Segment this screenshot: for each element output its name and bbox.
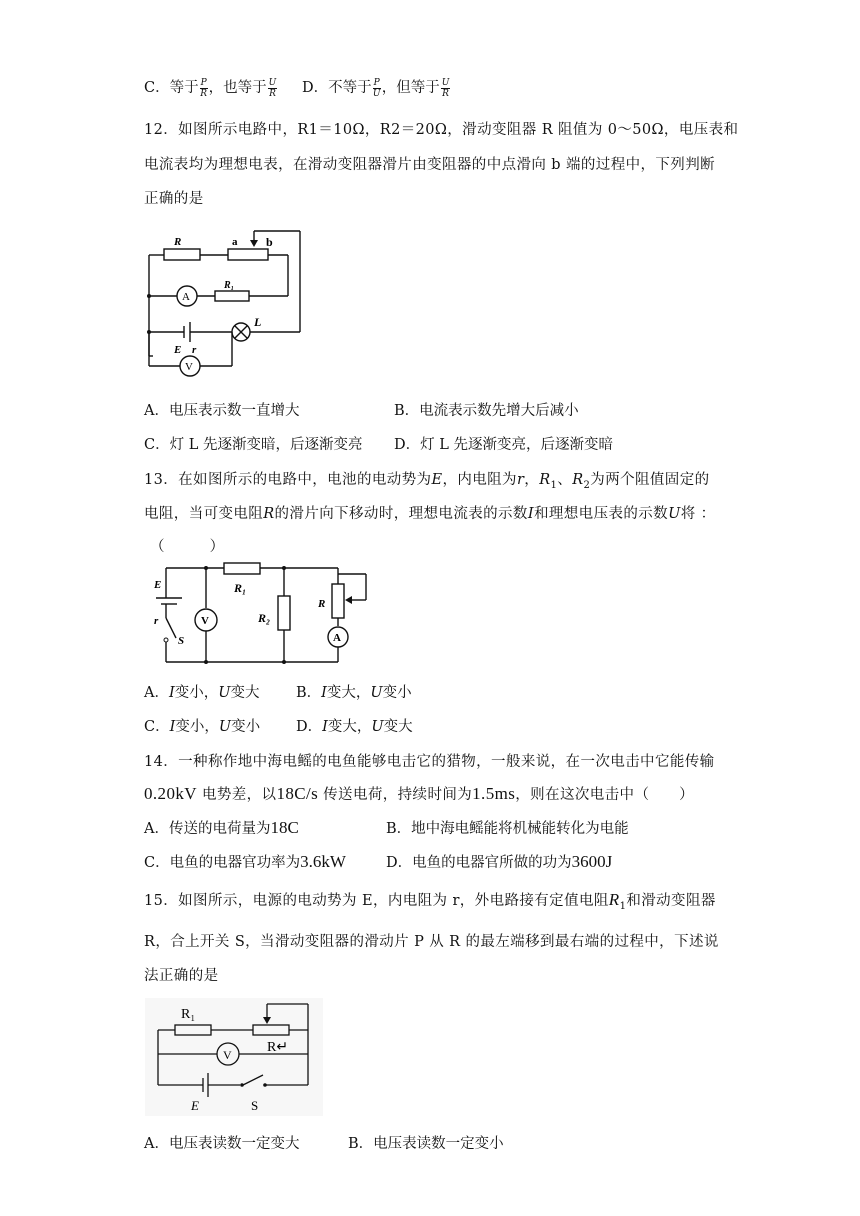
q13-voltmeter-label: V <box>201 615 209 627</box>
q15-label-r1: R₁ <box>181 1007 196 1022</box>
slider-arrow-icon <box>345 596 352 604</box>
q13-label-r: R <box>318 598 326 610</box>
q14-option-a: A．传送的电荷量为18C <box>144 818 299 837</box>
q14-option-b: B．地中海电鳐能将机械能转化为电能 <box>386 821 629 837</box>
q13-answer-bracket: （ ） <box>150 539 225 555</box>
q15-stem-line-2: R，合上开关 S，当滑动变阻器的滑动片 P 从 R 的最左端移到最右端的过程中，下述说 <box>144 934 719 950</box>
q11-option-d: D．不等于 $\frac{P}{U}$ ，但等于 $\frac{U}{R}$ <box>302 77 450 99</box>
q13-option-b: B．I变大，U变小 <box>296 685 412 701</box>
q12-stem-line-3: 正确的是 <box>144 191 204 207</box>
q15-voltmeter-label: V <box>223 1048 232 1062</box>
q12-label-r1: R₁ <box>224 280 235 291</box>
q13-ammeter-label: A <box>333 632 341 644</box>
q13-option-a: A．I变小，U变大 <box>144 685 260 701</box>
q12-label-e: E <box>174 344 182 356</box>
q13-option-c: C．I变小，U变小 <box>144 719 261 735</box>
q13-label-r1: R₁ <box>234 581 247 595</box>
q12-stem-line-2: 电流表均为理想电表，在滑动变阻器滑片由变阻器的中点滑向 b 端的过程中，下列判断 <box>144 157 715 173</box>
q13-stem-line-1: 13．在如图所示的电路中，电池的电动势为E，内电阻为r，$R_1$、$R_2$为两个阻值固定的 <box>144 472 710 491</box>
q12-label-r-internal: r <box>192 344 197 356</box>
q13-label-r-internal: r <box>154 615 159 627</box>
q15-stem-line-1: 15．如图所示，电源的电动势为 E，内电阻为 r，外电路接有定值电阻$R_1$和滑动变阻器 <box>144 890 716 912</box>
q15-label-r: R↵ <box>267 1040 289 1055</box>
q12-option-d: D．灯 L 先逐渐变亮，后逐渐变暗 <box>394 437 613 453</box>
q14-stem-line-1: 14．一种称作地中海电鳐的电鱼能够电击它的猎物，一般来说，在一次电击中它能传输 <box>144 754 715 770</box>
q12-option-a: A．电压表示数一直增大 <box>144 403 300 419</box>
q12-label-b: b <box>266 235 273 249</box>
q12-label-r: R <box>174 236 182 248</box>
q13-stem-line-2: 电阻，当可变电阻R的滑片向下移动时，理想电流表的示数I和理想电压表的示数U将 ： <box>144 506 716 522</box>
q15-stem-line-3: 法正确的是 <box>144 968 219 984</box>
q12-option-b: B．电流表示数先增大后减小 <box>394 403 579 419</box>
q15-label-s: S <box>251 1098 259 1113</box>
q13-label-e: E <box>154 579 162 591</box>
q14-stem-line-2: 0.20kV 电势差，以18C/s 传送电荷，持续时间为1.5ms，则在这次电击中（ ） <box>144 784 695 803</box>
q12-circuit-diagram <box>140 228 315 378</box>
q13-label-r2: R₂ <box>258 611 271 625</box>
q15-circuit-diagram <box>145 998 323 1116</box>
q15-label-e: E <box>191 1098 199 1113</box>
q14-option-d: D．电鱼的电器官所做的功为3600J <box>386 852 613 871</box>
q12-ammeter-label: A <box>182 291 190 303</box>
q12-label-a: a <box>232 236 238 248</box>
q12-voltmeter-label: V <box>185 361 193 373</box>
q13-option-d: D．I变大，U变大 <box>296 719 413 735</box>
q15-option-b: B．电压表读数一定变小 <box>348 1136 504 1152</box>
q11-option-c: C．等于 $\frac{P}{R}$ ，也等于 $\frac{U}{R}$ <box>144 77 277 99</box>
q12-option-c: C．灯 L 先逐渐变暗，后逐渐变亮 <box>144 437 363 453</box>
q12-stem-line-1: 12．如图所示电路中，R1＝10Ω，R2＝20Ω，滑动变阻器 R 阻值为 0～50Ω，电压表和 <box>144 122 739 138</box>
slider-arrow-icon <box>250 240 258 247</box>
q13-circuit-diagram <box>142 560 382 668</box>
q12-label-l: L <box>254 315 262 329</box>
q13-label-s: S <box>178 635 185 647</box>
q14-option-c: C．电鱼的电器官功率为3.6kW <box>144 852 346 871</box>
q15-option-a: A．电压表读数一定变大 <box>144 1136 300 1152</box>
